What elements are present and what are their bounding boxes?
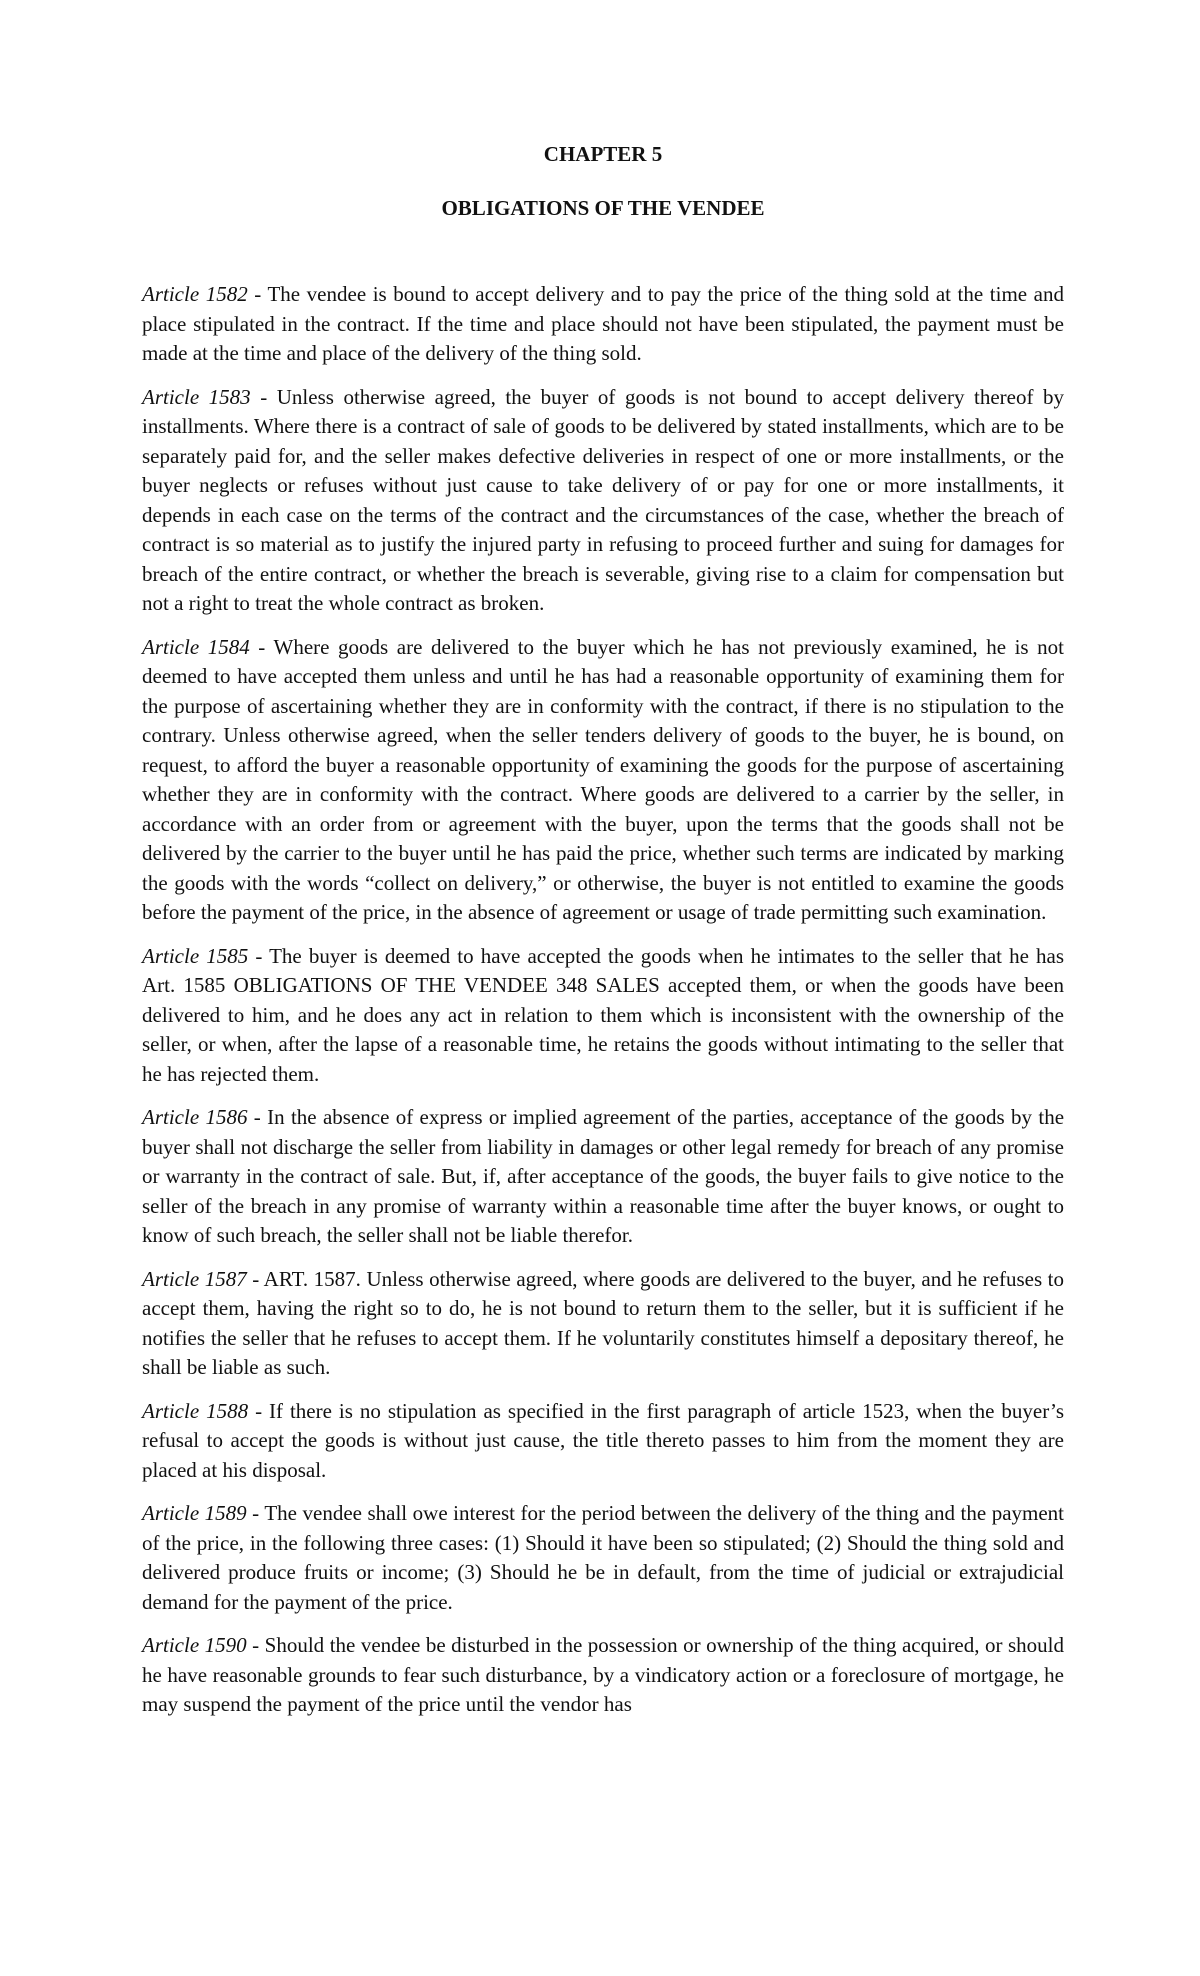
chapter-heading: CHAPTER 5: [543, 142, 663, 166]
article-text: Unless otherwise agreed, the buyer of goods is not bound to accept delivery thereof by installments. Where there is a contract of sale of goods to be delivered by stated installments, which are to be separately paid for, and the seller makes defective deliveries in respect of one or more installments, or the buyer neglects or refuses without just cause to take delivery of or pay for one or more installments, it depends in each case on the terms of the contract and the circumstances of the case, whether the breach of contract is so material as to justify the injured party in refusing to proceed further and suing for damages for breach of the entire contract, or whether the breach is severable, giving rise to a claim for compensation but not a right to treat the whole contract as broken.: [142, 384, 1065, 615]
article-label: Article 1588 -: [142, 1398, 263, 1423]
article-text: Should the vendee be disturbed in the possession or ownership of the thing acquired, or should he have reasonable grounds to fear such disturbance, by a vindicatory action or a foreclosure of mortgage, he may suspend the payment of the price until the vendor has: [142, 1633, 1065, 1716]
article-label: Article 1589 -: [142, 1501, 260, 1525]
article-label: Article 1590 -: [142, 1633, 260, 1657]
article-text: In the absence of express or implied agreement of the parties, acceptance of the goods by the buyer shall not discharge the seller from liability in damages or other legal remedy for breach of any promise or warranty in the contract of sale. But, if, after acceptance of the goods, the buyer fails to give notice to the seller of the breach in any promise of warranty within a reasonable time after the buyer knows, or ought to know of such breach, the seller shall not be liable therefor.: [142, 1105, 1065, 1247]
article-1583: [142, 383, 1064, 619]
article-label: Article 1587 -: [142, 1266, 260, 1291]
article-1589: [142, 1499, 1064, 1617]
article-label: Article 1584 -: [142, 634, 266, 659]
chapter-title: OBLIGATIONS OF THE VENDEE: [441, 196, 765, 220]
article-1585: [142, 942, 1064, 1090]
article-text: The buyer is deemed to have accepted the goods when he intimates to the seller that he has Art. 1585 OBLIGATIONS OF THE VENDEE 348 SALES accepted them, or when the goods have been delivered to him, and he does any act in relation to them which is inconsistent with the ownership of the seller, or when, after the lapse of a reasonable time, he retains the goods without intimating to the seller that he has rejected them.: [142, 943, 1064, 1086]
article-1587: [142, 1265, 1064, 1383]
article-label: Article 1585 -: [142, 943, 263, 968]
article-1588: [142, 1397, 1064, 1486]
article-text: If there is no stipulation as specified in the first paragraph of article 1523, when the buyer’s refusal to accept the goods is without just cause, the title thereto passes to him from the moment they are placed at his disposal.: [142, 1398, 1065, 1482]
article-label: Article 1586 -: [142, 1105, 261, 1129]
article-label: Article 1582 -: [142, 282, 262, 306]
document-page: [142, 140, 1064, 1734]
article-text: The vendee shall owe interest for the period between the delivery of the thing and the payment of the price, in the following three cases: (1) Should it have been so stipulated; (2) Should the thing sold and delivered produce fruits or income; (3) Should he be in default, from the time of judicial or extrajudicial demand for the payment of the price.: [142, 1501, 1065, 1614]
article-text: ART. 1587. Unless otherwise agreed, where goods are delivered to the buyer, and he refuses to accept them, having the right so to do, he is not bound to return them to the seller, but it is sufficient if he notifies the seller that he refuses to accept them. If he voluntarily constitutes himself a depositary thereof, he shall be liable as such.: [142, 1266, 1065, 1379]
article-text: The vendee is bound to accept delivery and to pay the price of the thing sold at the time and place stipulated in the contract. If the time and place should not have been stipulated, the payment must be made at the time and place of the delivery of the thing sold.: [142, 282, 1064, 365]
article-1586: [142, 1103, 1064, 1251]
article-label: Article 1583 -: [142, 384, 268, 409]
article-1584: [142, 633, 1064, 928]
article-text: Where goods are delivered to the buyer which he has not previously examined, he is not deemed to have accepted them unless and until he has had a reasonable opportunity of examining them for the purpose of ascertaining whether they are in conformity with the contract, if there is no stipulation to the contrary. Unless otherwise agreed, when the seller tenders delivery of goods to the buyer, he is bound, on request, to afford the buyer a reasonable opportunity of examining the goods for the purpose of ascertaining whether they are in conformity with the contract. Where goods are delivered to a carrier by the seller, in accordance with an order from or agreement with the buyer, upon the terms that the goods shall not be delivered by the carrier to the buyer until he has paid the price, whether such terms are indicated by marking the goods with the words “collect on delivery,” or otherwise, the buyer is not entitled to examine the goods before the payment of the price, in the absence of agreement or usage of trade permitting such examination.: [142, 634, 1065, 924]
article-1590: [142, 1631, 1064, 1720]
article-1582: [142, 280, 1064, 369]
